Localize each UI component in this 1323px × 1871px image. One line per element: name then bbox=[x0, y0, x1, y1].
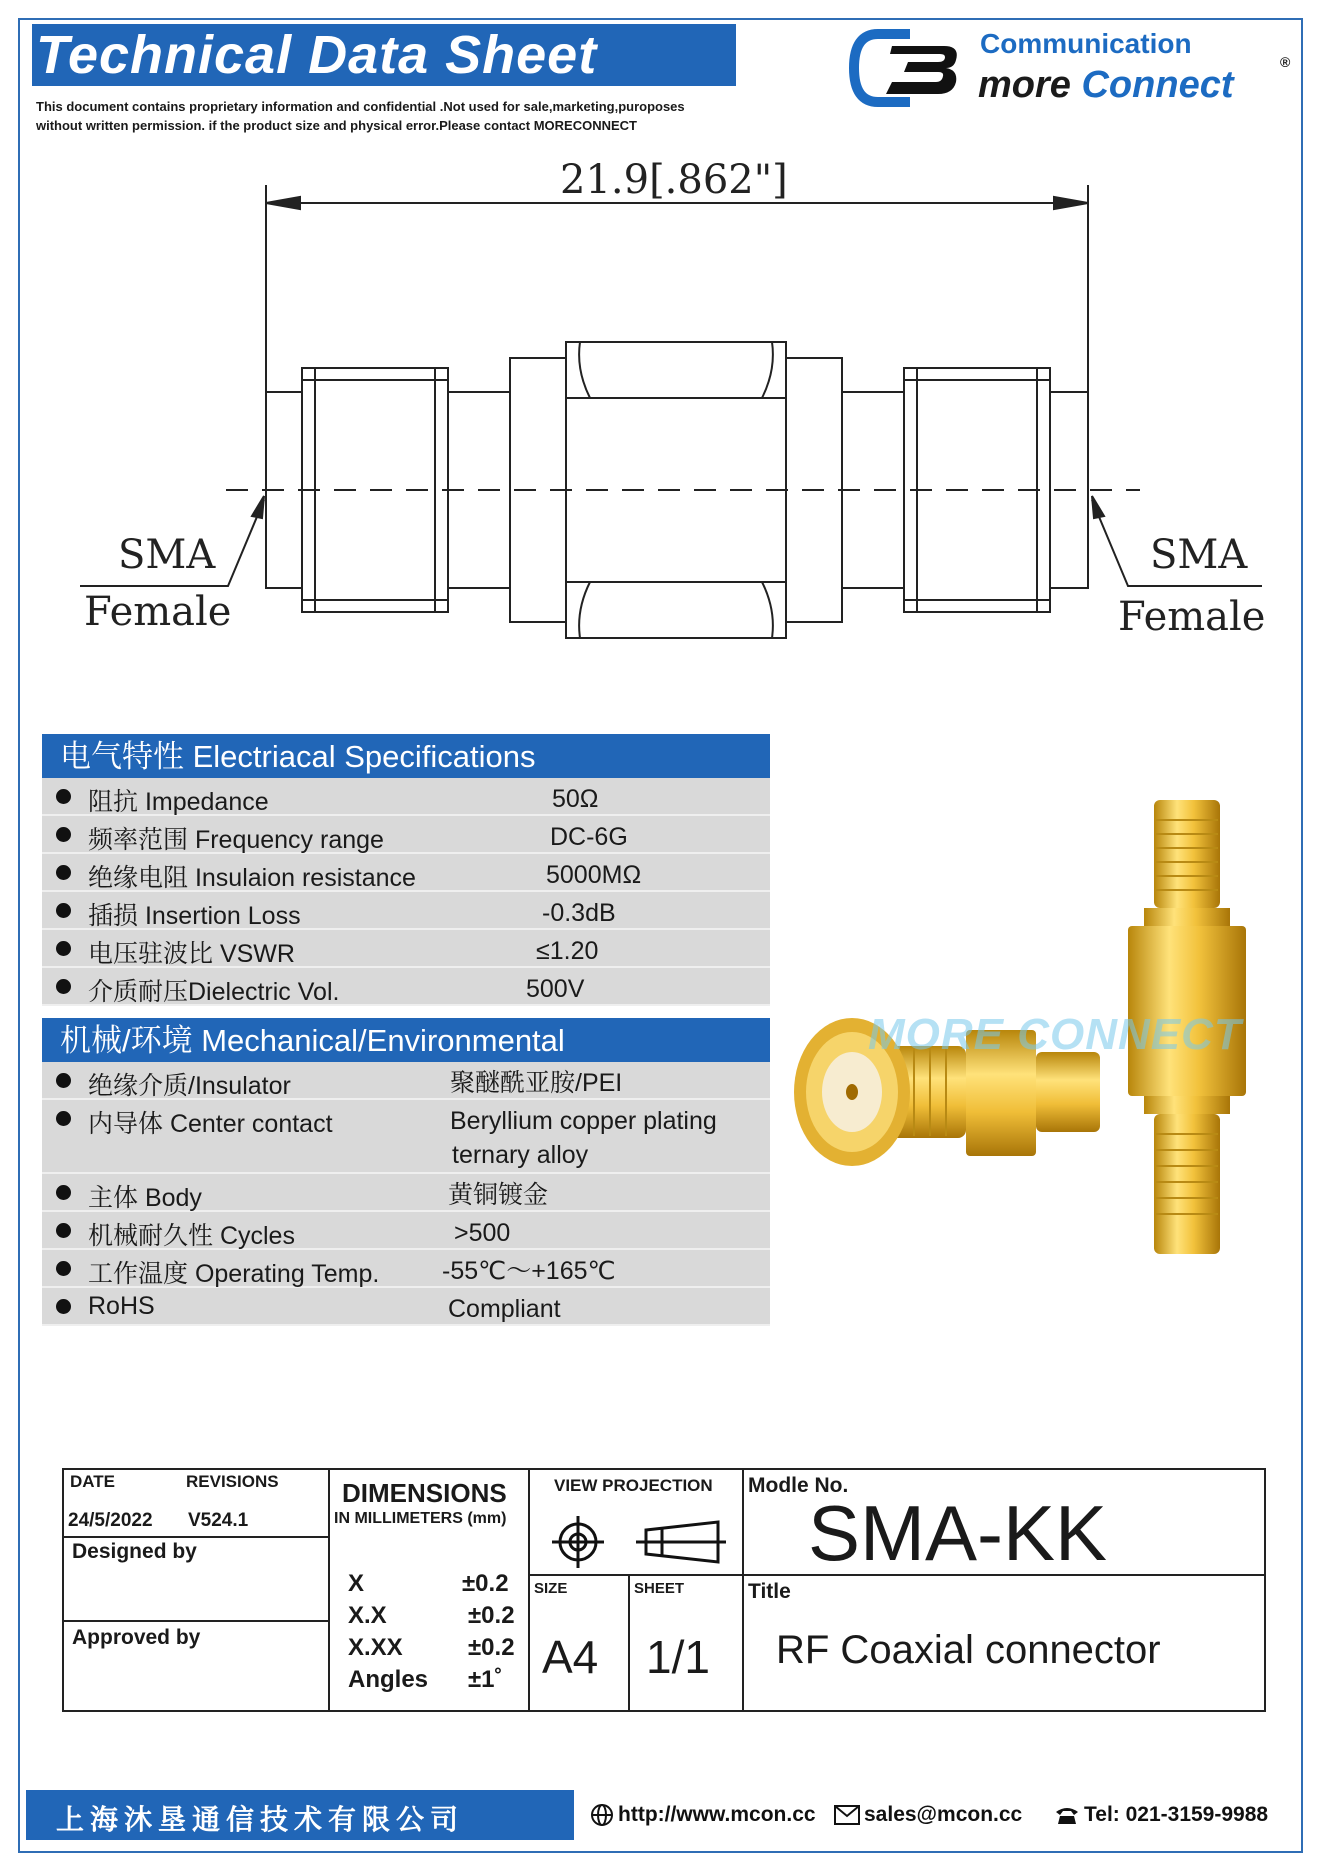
spec-row bbox=[42, 1288, 770, 1326]
spec-row bbox=[42, 968, 770, 1006]
tolerance-name: Angles bbox=[348, 1666, 429, 1693]
size-value: A4 bbox=[542, 1631, 599, 1683]
spec-row bbox=[42, 1100, 770, 1174]
company-name: 上海沐垦通信技术有限公司 bbox=[56, 1804, 465, 1835]
spec-label: 频率范围 Frequency range bbox=[88, 826, 384, 854]
bullet-icon bbox=[56, 865, 71, 880]
dimensions-units: IN MILLIMETERS (mm) bbox=[334, 1510, 507, 1527]
product-title: RF Coaxial connector bbox=[776, 1628, 1161, 1672]
spec-value: >500 bbox=[454, 1219, 511, 1247]
bullet-icon bbox=[56, 979, 71, 994]
website-link[interactable] bbox=[590, 1803, 816, 1827]
spec-value: 500V bbox=[526, 975, 585, 1003]
overall-length-dimension: 21.9[.862"] bbox=[560, 157, 788, 203]
tolerance-value: ±1˚ bbox=[468, 1666, 503, 1693]
footer-contacts bbox=[574, 1790, 1296, 1840]
spec-label: 绝缘介质/Insulator bbox=[88, 1072, 291, 1100]
sheet-value: 1/1 bbox=[646, 1631, 710, 1683]
notice-line-1: This document contains proprietary information and confidential .Not used for sale,marketing,puroposes bbox=[36, 99, 685, 114]
drawing-title-block bbox=[62, 1468, 1266, 1712]
watermark-text: MORE CONNECT bbox=[868, 1010, 1242, 1059]
document-title: Technical Data Sheet bbox=[32, 24, 736, 86]
tolerance-name: X bbox=[348, 1570, 365, 1597]
connector-drawing bbox=[60, 140, 1280, 660]
spec-value: Compliant bbox=[448, 1295, 561, 1323]
tolerance-name: X.X bbox=[348, 1602, 387, 1629]
phone-text: Tel: 021-3159-9988 bbox=[1084, 1803, 1269, 1826]
designed-by-label: Designed by bbox=[72, 1540, 197, 1563]
email-link[interactable] bbox=[834, 1803, 1022, 1827]
tolerance-name: X.XX bbox=[348, 1634, 403, 1661]
brand-word-more: more bbox=[978, 64, 1071, 106]
bullet-icon bbox=[56, 1299, 71, 1314]
left-connector-gender: Female bbox=[84, 589, 232, 635]
spec-value: 聚醚酰亚胺/PEI bbox=[450, 1069, 623, 1097]
spec-row bbox=[42, 1174, 770, 1212]
date-value: 24/5/2022 bbox=[68, 1510, 153, 1531]
spec-row bbox=[42, 892, 770, 930]
spec-value: 5000MΩ bbox=[546, 861, 642, 889]
bullet-icon bbox=[56, 827, 71, 842]
bullet-icon bbox=[56, 1185, 71, 1200]
spec-value-continued: ternary alloy bbox=[452, 1141, 589, 1169]
right-connector-gender: Female bbox=[1118, 594, 1266, 640]
spec-value: DC-6G bbox=[550, 823, 628, 851]
left-connector-type: SMA bbox=[118, 532, 216, 578]
spec-row bbox=[42, 1062, 770, 1100]
brand-more-connect bbox=[978, 64, 1233, 107]
spec-label: 机械耐久性 Cycles bbox=[88, 1222, 295, 1250]
bullet-icon bbox=[56, 1073, 71, 1088]
third-angle-projection-icon bbox=[550, 1514, 730, 1570]
size-label: SIZE bbox=[534, 1580, 568, 1597]
bullet-icon bbox=[56, 941, 71, 956]
revision-value: V524.1 bbox=[188, 1510, 249, 1531]
spec-label: 阻抗 Impedance bbox=[88, 788, 269, 816]
registered-mark: ® bbox=[1280, 54, 1291, 70]
spec-label: 介质耐压Dielectric Vol. bbox=[88, 978, 340, 1006]
notice-line-2: without written permission. if the product size and physical error.Please contact MORECONNECT bbox=[36, 118, 637, 133]
brand-communication: Communication bbox=[980, 28, 1192, 59]
right-connector-type: SMA bbox=[1150, 532, 1248, 578]
dimensions-title: DIMENSIONS bbox=[342, 1478, 507, 1508]
date-label: DATE bbox=[70, 1472, 116, 1491]
bullet-icon bbox=[56, 903, 71, 918]
spec-label: 绝缘电阻 Insulaion resistance bbox=[88, 864, 416, 892]
spec-value: -0.3dB bbox=[542, 899, 616, 927]
spec-value: Beryllium copper plating bbox=[450, 1107, 717, 1135]
spec-row bbox=[42, 1212, 770, 1250]
spec-value: 50Ω bbox=[552, 785, 599, 813]
bullet-icon bbox=[56, 1261, 71, 1276]
envelope-icon bbox=[834, 1805, 860, 1825]
title-label: Title bbox=[748, 1580, 791, 1603]
model-number-label: Modle No. bbox=[748, 1474, 849, 1497]
revisions-label: REVISIONS bbox=[186, 1472, 279, 1491]
spec-row bbox=[42, 854, 770, 892]
mechanical-spec-table bbox=[42, 1018, 770, 1326]
spec-row bbox=[42, 816, 770, 854]
spec-label: 电压驻波比 VSWR bbox=[88, 940, 295, 968]
spec-label: 内导体 Center contact bbox=[88, 1110, 333, 1138]
email-text: sales@mcon.cc bbox=[864, 1803, 1023, 1826]
spec-label: 主体 Body bbox=[88, 1184, 202, 1212]
spec-row bbox=[42, 778, 770, 816]
spec-value: -55℃～+165℃ bbox=[442, 1257, 616, 1285]
globe-icon bbox=[590, 1803, 614, 1827]
tolerance-value: ±0.2 bbox=[462, 1570, 509, 1597]
confidentiality-notice bbox=[36, 97, 685, 135]
spec-label: 插损 Insertion Loss bbox=[88, 902, 301, 930]
spec-value: ≤1.20 bbox=[536, 937, 599, 965]
footer-divider bbox=[560, 1790, 574, 1840]
company-logo-icon bbox=[848, 28, 968, 108]
tolerance-value: ±0.2 bbox=[468, 1602, 515, 1629]
view-projection-label: VIEW PROJECTION bbox=[554, 1476, 713, 1495]
bullet-icon bbox=[56, 1223, 71, 1238]
spec-value: 黄铜镀金 bbox=[448, 1181, 549, 1209]
bullet-icon bbox=[56, 1111, 71, 1126]
brand-word-connect: Connect bbox=[1081, 64, 1234, 106]
approved-by-label: Approved by bbox=[72, 1626, 201, 1649]
bullet-icon bbox=[56, 789, 71, 804]
sheet-label: SHEET bbox=[634, 1580, 685, 1597]
spec-label: RoHS bbox=[88, 1292, 155, 1320]
spec-row bbox=[42, 1250, 770, 1288]
phone-icon bbox=[1054, 1804, 1080, 1826]
mechanical-spec-heading: 机械/环境 Mechanical/Environmental bbox=[42, 1018, 770, 1062]
tolerance-value: ±0.2 bbox=[468, 1634, 515, 1661]
spec-row bbox=[42, 930, 770, 968]
model-number-value: SMA-KK bbox=[808, 1489, 1108, 1577]
phone-number bbox=[1054, 1803, 1268, 1827]
website-text: http://www.mcon.cc bbox=[618, 1803, 816, 1826]
electrical-spec-table bbox=[42, 734, 770, 1006]
electrical-spec-heading: 电气特性 Electriacal Specifications bbox=[42, 734, 770, 778]
spec-label: 工作温度 Operating Temp. bbox=[88, 1260, 380, 1288]
